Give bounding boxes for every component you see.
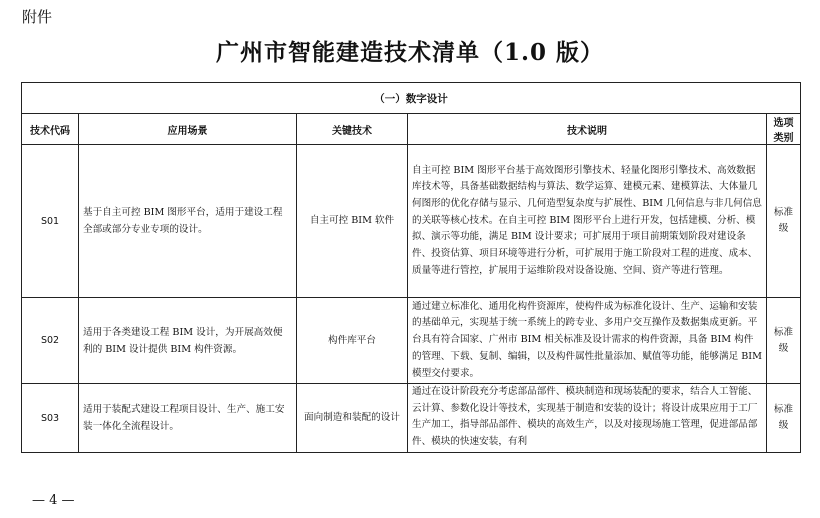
- tech-code: S01: [22, 145, 79, 298]
- application-scene: 适用于装配式建设工程项目设计、生产、施工安装一体化全流程设计。: [79, 384, 297, 453]
- tech-description: 通过在设计阶段充分考虑部品部件、模块制造和现场装配的要求，结合人工智能、云计算、参数化设计等技术，实现基于制造和安装的设计；将设计成果应用于工厂生产加工，指导部品部件、模块的高效生产，以及对接现场施工管理，促进部品部件、模块的快速安装，有利: [412, 386, 758, 448]
- column-header-key: 关键技术: [297, 114, 408, 145]
- column-header-category: 选项类别: [767, 114, 801, 145]
- table-row: [22, 384, 801, 453]
- option-category: 标准级: [767, 145, 801, 298]
- section-title: （一）数字设计: [22, 83, 801, 114]
- section-row: [22, 83, 801, 114]
- key-technology: 构件库平台: [297, 298, 408, 384]
- option-category: 标准级: [767, 298, 801, 384]
- tech-code: S03: [22, 384, 79, 453]
- technology-table: [21, 82, 801, 453]
- attachment-label: 附件: [22, 8, 53, 26]
- option-category: 标准级: [767, 384, 801, 453]
- tech-description-cell: [408, 384, 767, 453]
- key-technology: 自主可控 BIM 软件: [297, 145, 408, 298]
- column-header-desc: 技术说明: [408, 114, 767, 145]
- table-row: [22, 298, 801, 384]
- tech-code: S02: [22, 298, 79, 384]
- document-title: 广州市智能建造技术清单（1.0 版）: [215, 39, 605, 66]
- tech-description: 自主可控 BIM 图形平台基于高效图形引擎技术、轻量化图形引擎技术、高效数据库技术等，具备基础数据结构与算法、数学运算、建模元素、建模算法、大体量几何图形的优化存储与显示、几何造型复杂度与扩展性、BIM 几何信息与非几何信息的关联等核心技术。在自主可控 BIM 图形平台上进行开发，包括建模、分析、模拟、演示等功能，满足 BIM 设计要求；可扩展用于项目前期策划阶段对建设条件、投资估算、项目环境等进行分析，可扩展用于施工阶段对工程的进度、成本、质量等进行管控，扩展用于运维阶段对设备设施、空间、资产等进行管理。: [408, 145, 767, 298]
- application-scene: 基于自主可控 BIM 图形平台，适用于建设工程全部或部分专业专项的设计。: [79, 145, 297, 298]
- column-header-scene: 应用场景: [79, 114, 297, 145]
- key-technology: 面向制造和装配的设计: [297, 384, 408, 453]
- page-number: — 4 —: [32, 493, 75, 508]
- table-row: [22, 145, 801, 298]
- tech-description: 通过建立标准化、通用化构件资源库，使构件成为标准化设计、生产、运输和安装的基础单元，实现基于统一系统上的跨专业、多用户交互操作及数据集成更新。平台具有符合国家、广州市 BIM 相关标准及设计需求的构件资源，具备 BIM 构件的管理、下载、复制、编辑，以及构件属性批量添加、赋值等功能，能够满足 BIM 模型交付要求。: [408, 298, 767, 384]
- header-row: [22, 114, 801, 145]
- application-scene: 适用于各类建设工程 BIM 设计，为开展高效便利的 BIM 设计提供 BIM 构件资源。: [79, 298, 297, 384]
- column-header-code: 技术代码: [22, 114, 79, 145]
